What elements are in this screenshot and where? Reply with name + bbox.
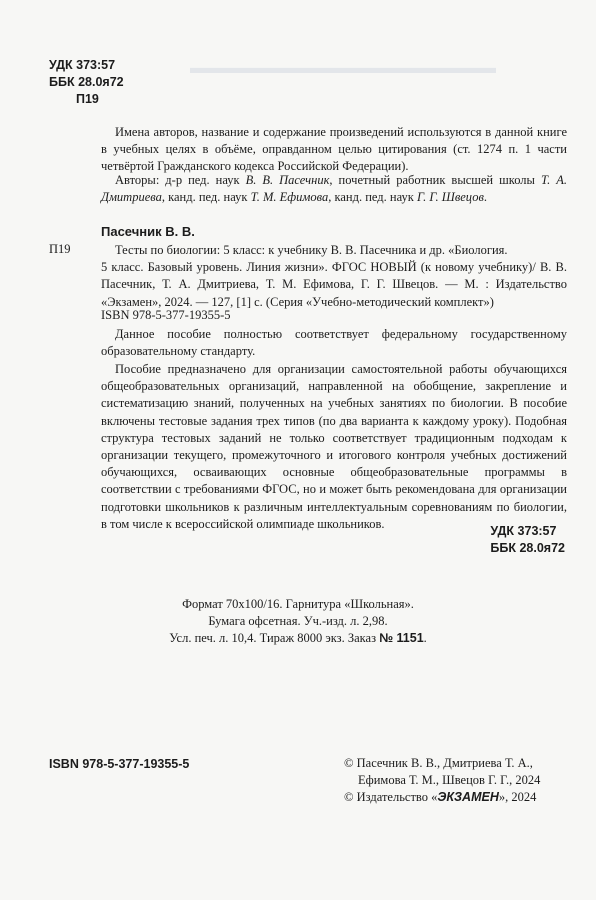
copyright-authors: © Пасечник В. В., Дмитриева Т. А., <box>344 756 533 770</box>
side-author-sign: П19 <box>49 242 71 256</box>
usage-notice: Имена авторов, название и содержание произведений используются в данной книге в учебных целях в объёме, оправданном целью цитирования (ст. 1274 п. 1 части четвёртой Гражданского кодекса Российской Федерации). <box>101 125 567 174</box>
udk-code: УДК 373:57 <box>490 524 557 538</box>
author-name: Т. А. Дмитриева <box>101 173 567 205</box>
publisher-name: ЭКЗАМЕН <box>437 790 499 804</box>
authors-list: Авторы: д-р пед. наук В. В. Пасечник, почетный работник высшей школы Т. А. Дмитриева, канд. пед. наук Т. М. Ефимова, канд. пед. наук Г. Г. Швецов. <box>101 173 567 205</box>
imprint-print-run: Усл. печ. л. 10,4. Тираж 8000 экз. Заказ № 1151. <box>169 631 427 645</box>
classification-codes-bottom <box>490 523 565 557</box>
classification-codes-top <box>49 57 124 108</box>
copyright-publisher: © Издательство «ЭКЗАМЕН», 2024 <box>344 790 537 804</box>
isbn-bold: ISBN 978-5-377-19355-5 <box>49 757 190 771</box>
author-name: Т. М. Ефимова <box>250 190 329 205</box>
order-number: № 1151 <box>379 631 424 645</box>
imprint-block <box>0 596 596 647</box>
udk-code: УДК 373:57 <box>49 58 116 72</box>
show-through-decor: ▬▬▬▬▬▬▬▬▬▬▬▬▬▬▬▬▬▬ <box>190 58 496 77</box>
bbk-code: ББК 28.0я72 <box>490 541 565 555</box>
imprint-format: Формат 70х100/16. Гарнитура «Школьная». <box>182 597 414 611</box>
bib-first-line: Тесты по биологии: 5 класс: к учебнику В. В. Пасечника и др. «Биология. <box>115 243 508 257</box>
copyright-block <box>344 755 540 806</box>
imprint-paper: Бумага офсетная. Уч.-изд. л. 2,98. <box>208 614 388 628</box>
author-name: Г. Г. Швецов <box>416 190 484 205</box>
bib-continuation: 5 класс. Базовый уровень. Линия жизни». ФГОС НОВЫЙ (к новому учебнику)/ В. В. Пасечник, Т. А. Дмитриева, Т. М. Ефимова, Г. Г. Швецов. — М. : Издательство «Экзамен», 2024. — 127, [1] с. (Серия «Учебно-методический комплект») <box>101 260 567 309</box>
book-description: Пособие предназначено для организации самостоятельной работы обучающихся общеобразовательных организаций, направленной на обобщение, закрепление и систематизацию знаний, полученных на учебных занятиях по биологии. В пособие включены тестовые задания трех типов (по два варианта к каждому уроку). Подобная структура тестовых заданий не только соответствует традиционным подходам к организации текущего, промежуточного и итогового контроля учебных достижений обучающихся, осваивающих основные общеобразовательные программы в соответствии с требованиями ФГОС, но и может быть рекомендована для организации подготовки школьников к различным интеллектуальным соревнованиям по биологии, в том числе к всероссийской олимпиаде школьников. <box>101 362 567 531</box>
copyright-authors-cont: Ефимова Т. М., Швецов Г. Г., 2024 <box>358 773 541 787</box>
fgos-note: Данное пособие полностью соответствует федеральному государственному образовательному стандарту. <box>101 327 567 359</box>
author-heading: Пасечник В. В. <box>101 224 195 239</box>
bibliographic-description <box>101 242 567 311</box>
isbn-line: ISBN 978-5-377-19355-5 <box>101 308 231 322</box>
author-sign: П19 <box>76 92 99 106</box>
bbk-code: ББК 28.0я72 <box>49 75 124 89</box>
author-name: В. В. Пасечник <box>245 173 330 187</box>
